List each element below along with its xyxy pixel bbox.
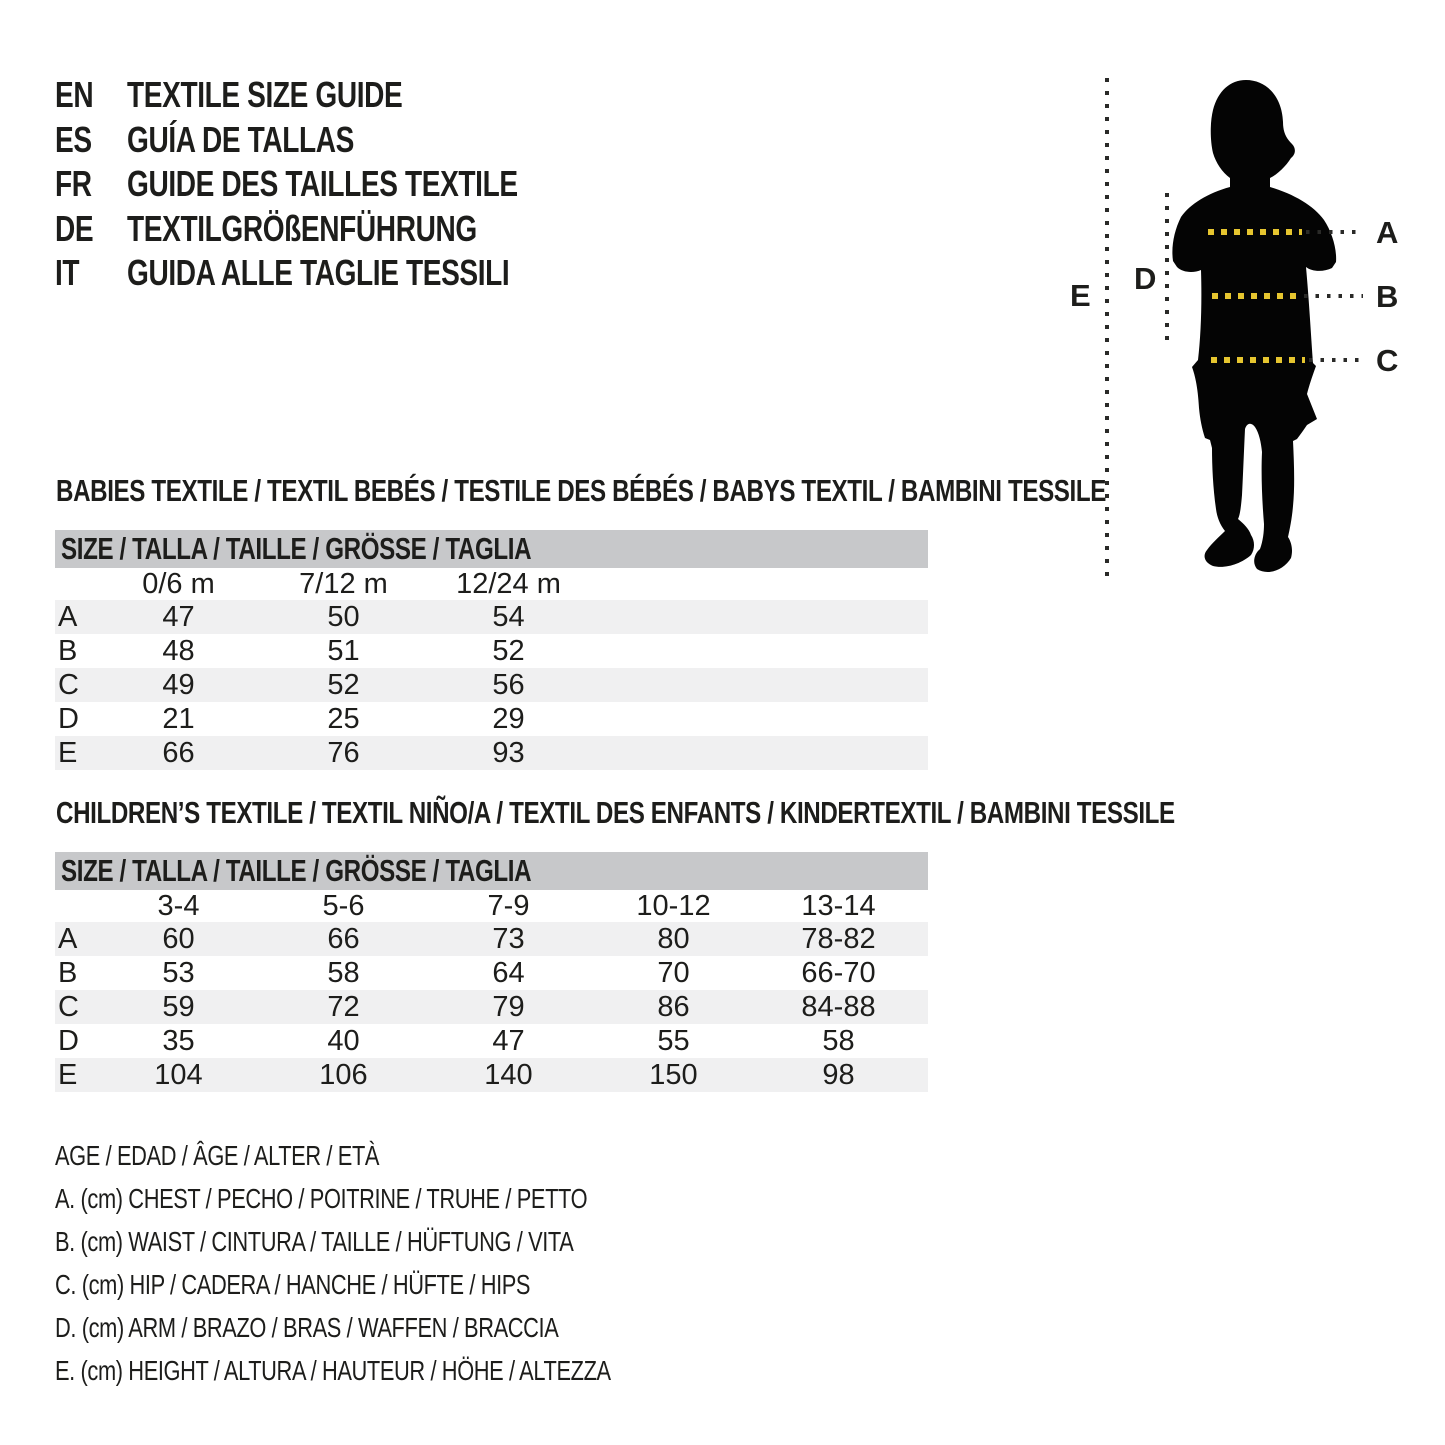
language-code: EN	[55, 74, 94, 115]
legend-text: A. (cm) CHEST / PECHO / POITRINE / TRUHE / PETTO	[55, 1183, 588, 1214]
children-column-header: 7-9	[487, 890, 530, 922]
children-size-header-bar	[55, 852, 928, 890]
language-code: DE	[55, 207, 94, 249]
table-cell: 48	[162, 635, 195, 667]
table-cell: 80	[657, 923, 690, 955]
language-code: ES	[55, 118, 92, 160]
table-cell: 72	[327, 991, 360, 1023]
children-column-header: 13-14	[801, 890, 876, 922]
legend-line-arm	[55, 1306, 767, 1349]
babies-column-header: 0/6 m	[142, 568, 215, 600]
children-column-header: 10-12	[636, 890, 711, 922]
language-title: GUIDE DES TAILLES TEXTILE	[127, 163, 518, 204]
babies-section-title	[56, 474, 1402, 508]
table-cell: 50	[327, 601, 360, 633]
table-cell: 25	[327, 703, 360, 735]
row-label: C	[58, 669, 79, 701]
legend-text: B. (cm) WAIST / CINTURA / TAILLE / HÜFTUNG / VITA	[55, 1226, 574, 1257]
babies-section-title-text: BABIES TEXTILE / TEXTIL BEBÉS / TESTILE DES BÉBÉS / BABYS TEXTIL / BAMBINI TESSILE	[56, 473, 1107, 508]
children-table-row-a	[55, 922, 928, 956]
babies-column-headers	[55, 568, 928, 600]
table-cell: 66-70	[801, 957, 876, 989]
table-cell: 66	[162, 737, 195, 769]
row-label: E	[58, 1059, 78, 1091]
table-cell: 52	[492, 635, 525, 667]
table-cell: 76	[327, 737, 360, 769]
language-code: IT	[55, 252, 80, 293]
children-section-title-text: CHILDREN’S TEXTILE / TEXTIL NIÑO/A / TEXTIL DES ENFANTS / KINDERTEXTIL / BAMBINI TESSILE	[56, 795, 1175, 830]
row-label: B	[58, 635, 78, 667]
table-cell: 58	[327, 957, 360, 989]
figure-label-b: B	[1376, 279, 1399, 314]
table-cell: 66	[327, 923, 360, 955]
measurement-figure	[1060, 60, 1445, 600]
legend-line-chest	[55, 1177, 767, 1220]
table-cell: 51	[327, 635, 360, 667]
children-column-header: 5-6	[322, 890, 365, 922]
figure-label-e: E	[1070, 278, 1091, 313]
row-label: A	[58, 923, 78, 955]
row-label: D	[58, 703, 79, 735]
row-label: D	[58, 1025, 79, 1057]
children-size-header-text: SIZE / TALLA / TAILLE / GRÖSSE / TAGLIA	[61, 853, 532, 888]
babies-table-row-e	[55, 736, 928, 770]
legend-text: D. (cm) ARM / BRAZO / BRAS / WAFFEN / BRACCIA	[55, 1312, 559, 1343]
table-cell: 73	[492, 923, 525, 955]
table-cell: 70	[657, 957, 690, 989]
figure-label-c: C	[1376, 343, 1399, 378]
measurement-legend	[55, 1134, 767, 1392]
children-column-headers	[55, 890, 928, 922]
row-label: C	[58, 991, 79, 1023]
children-column-header: 3-4	[157, 890, 200, 922]
babies-column-header: 7/12 m	[299, 568, 388, 600]
table-cell: 40	[327, 1025, 360, 1057]
table-cell: 59	[162, 991, 195, 1023]
babies-table-row-d	[55, 702, 928, 736]
table-cell: 29	[492, 703, 525, 735]
table-cell: 86	[657, 991, 690, 1023]
row-label: E	[58, 737, 78, 769]
language-title: GUIDA ALLE TAGLIE TESSILI	[127, 252, 510, 293]
table-cell: 58	[822, 1025, 855, 1057]
table-cell: 64	[492, 957, 525, 989]
table-cell: 98	[822, 1059, 855, 1091]
language-title: TEXTILE SIZE GUIDE	[127, 74, 403, 115]
legend-line-hip	[55, 1263, 767, 1306]
table-cell: 84-88	[801, 991, 876, 1023]
children-table-row-c	[55, 990, 928, 1024]
row-label: B	[58, 957, 78, 989]
table-cell: 47	[162, 601, 195, 633]
babies-size-header-bar	[55, 530, 928, 568]
table-cell: 35	[162, 1025, 195, 1057]
table-cell: 106	[319, 1059, 368, 1091]
row-label: A	[58, 601, 78, 633]
table-cell: 79	[492, 991, 525, 1023]
children-table-row-b	[55, 956, 928, 990]
children-section-title	[56, 796, 1445, 830]
babies-table-row-a	[55, 600, 928, 634]
babies-column-header: 12/24 m	[456, 568, 561, 600]
column-header-spacer	[55, 568, 96, 600]
table-cell: 104	[154, 1059, 203, 1091]
table-cell: 54	[492, 601, 525, 633]
table-cell: 60	[162, 923, 195, 955]
legend-line-age	[55, 1134, 767, 1177]
babies-size-header-text: SIZE / TALLA / TAILLE / GRÖSSE / TAGLIA	[61, 531, 532, 566]
children-table-row-e	[55, 1058, 928, 1092]
figure-label-d: D	[1134, 261, 1157, 296]
table-cell: 49	[162, 669, 195, 701]
language-code: FR	[55, 163, 92, 204]
legend-line-waist	[55, 1220, 767, 1263]
legend-text: AGE / EDAD / ÂGE / ALTER / ETÀ	[55, 1140, 380, 1171]
column-header-spacer	[55, 890, 96, 922]
table-cell: 53	[162, 957, 195, 989]
table-cell: 47	[492, 1025, 525, 1057]
table-cell: 55	[657, 1025, 690, 1057]
table-cell: 56	[492, 669, 525, 701]
children-table-row-d	[55, 1024, 928, 1058]
table-cell: 93	[492, 737, 525, 769]
legend-text: C. (cm) HIP / CADERA / HANCHE / HÜFTE / HIPS	[55, 1269, 531, 1300]
table-cell: 52	[327, 669, 360, 701]
language-title: GUÍA DE TALLAS	[127, 118, 354, 160]
table-cell: 78-82	[801, 923, 876, 955]
babies-table-row-b	[55, 634, 928, 668]
babies-table-row-c	[55, 668, 928, 702]
table-cell: 150	[649, 1059, 698, 1091]
legend-text: E. (cm) HEIGHT / ALTURA / HAUTEUR / HÖHE / ALTEZZA	[55, 1355, 611, 1386]
language-title: TEXTILGRÖßENFÜHRUNG	[127, 207, 477, 249]
table-cell: 140	[484, 1059, 533, 1091]
legend-line-height	[55, 1349, 767, 1392]
figure-label-a: A	[1376, 215, 1399, 250]
table-cell: 21	[162, 703, 195, 735]
